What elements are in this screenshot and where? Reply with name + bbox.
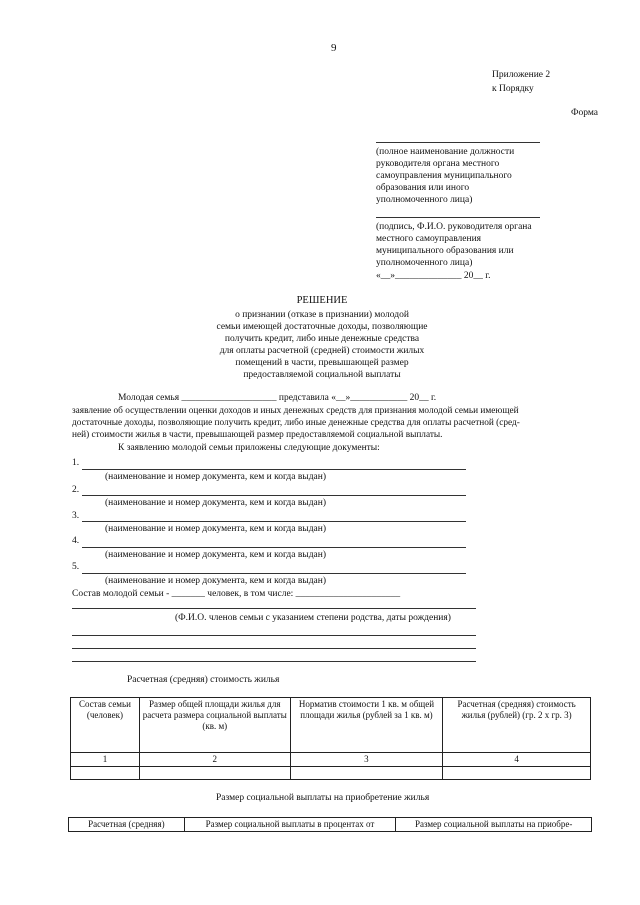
- doc-3-caption: (наименование и номер документа, кем и когда выдан): [105, 524, 326, 534]
- doc-1-caption: (наименование и номер документа, кем и когда выдан): [105, 472, 326, 482]
- header-estimated-cost: Расчетная (средняя): [69, 818, 185, 832]
- title-line-3: получить кредит, либо иные денежные средства: [224, 334, 420, 344]
- family-composition: Состав молодой семьи - _______ человек, в том числе: ______________________: [72, 589, 401, 599]
- doc-4-number: 4.: [72, 536, 80, 546]
- doc-5-number: 5.: [72, 562, 80, 572]
- header-payment-amount: Размер социальной выплаты на приобре-: [396, 818, 592, 832]
- column-number: 3: [290, 753, 443, 767]
- title-line-4: для оплаты расчетной (средней) стоимости жилых: [219, 346, 425, 356]
- doc-5-caption: (наименование и номер документа, кем и когда выдан): [105, 576, 326, 586]
- decision-heading: РЕШЕНИЕ: [296, 295, 348, 306]
- column-number: 2: [139, 753, 290, 767]
- title-line-5: помещений в части, превышающей размер: [235, 358, 409, 368]
- signature-date: «__»______________ 20__ г.: [376, 271, 491, 281]
- column-number: 1: [71, 753, 140, 767]
- column-number: 4: [443, 753, 591, 767]
- title-line-1: о признании (отказе в признании) молодой: [235, 310, 409, 320]
- family-blank-line-3: [72, 661, 476, 662]
- doc-2-caption: (наименование и номер документа, кем и когда выдан): [105, 498, 326, 508]
- header-family-size: Состав семьи (человек): [71, 698, 140, 753]
- family-blank-line-1: [72, 635, 476, 636]
- statement-line-2: заявление об осуществлении оценки доходов и иных денежных средств для признания молодой семьи имеющей: [72, 406, 519, 416]
- doc-2-line: [82, 495, 466, 496]
- doc-1-line: [82, 469, 466, 470]
- official-name-line: [376, 142, 540, 143]
- header-cost-norm: Норматив стоимости 1 кв. м общей площади жилья (рублей за 1 кв. м): [290, 698, 443, 753]
- doc-4-caption: (наименование и номер документа, кем и когда выдан): [105, 550, 326, 560]
- doc-5-line: [82, 573, 466, 574]
- page-number: 9: [331, 42, 337, 54]
- doc-3-number: 3.: [72, 511, 80, 521]
- doc-1-number: 1.: [72, 458, 80, 468]
- annex-line-2: к Порядку: [492, 84, 534, 94]
- family-members-line: [72, 608, 476, 609]
- table-cell: [443, 767, 591, 780]
- doc-4-line: [82, 547, 466, 548]
- signature-caption: (подпись, Ф.И.О. руководителя органа местного самоуправления муниципального образования или уполномоченного лица): [376, 222, 532, 268]
- header-estimated-cost: Расчетная (средняя) стоимость жилья (рублей) (гр. 2 х гр. 3): [443, 698, 591, 753]
- doc-2-number: 2.: [72, 485, 80, 495]
- social-payment-table: [68, 817, 592, 832]
- social-payment-title: Размер социальной выплаты на приобретение жилья: [216, 793, 430, 803]
- signature-line: [376, 217, 540, 218]
- official-name-caption: (полное наименование должности руководителя органа местного самоуправления муниципального образования или иного уполномоченного лица): [376, 147, 515, 205]
- doc-3-line: [82, 521, 466, 522]
- family-members-caption: (Ф.И.О. членов семьи с указанием степени родства, даты рождения): [175, 613, 451, 623]
- header-area: Размер общей площади жилья для расчета размера социальной выплаты (кв. м): [139, 698, 290, 753]
- table-cell: [71, 767, 140, 780]
- family-blank-line-2: [72, 648, 476, 649]
- title-line-2: семьи имеющей достаточные доходы, позволяющие: [216, 322, 428, 332]
- title-line-6: предоставляемой социальной выплаты: [243, 370, 401, 380]
- form-label: Форма: [571, 108, 599, 118]
- table-cell: [290, 767, 443, 780]
- family-statement: Молодая семья ____________________ представила «__»____________ 20__ г.: [118, 393, 437, 403]
- statement-line-4: ней) стоимости жилья в части, превышающей размер предоставляемой социальной выплаты.: [72, 430, 443, 440]
- documents-intro: К заявлению молодой семьи приложены следующие документы:: [118, 443, 380, 453]
- statement-line-3: достаточные доходы, позволяющие получить кредит, либо иные денежные средства для оплаты расчетной (сред-: [72, 418, 520, 428]
- housing-cost-title: Расчетная (средняя) стоимость жилья: [127, 675, 280, 685]
- annex-line-1: Приложение 2: [492, 70, 551, 80]
- housing-cost-table: [70, 697, 591, 780]
- header-payment-percent: Размер социальной выплаты в процентах от: [184, 818, 396, 832]
- table-cell: [139, 767, 290, 780]
